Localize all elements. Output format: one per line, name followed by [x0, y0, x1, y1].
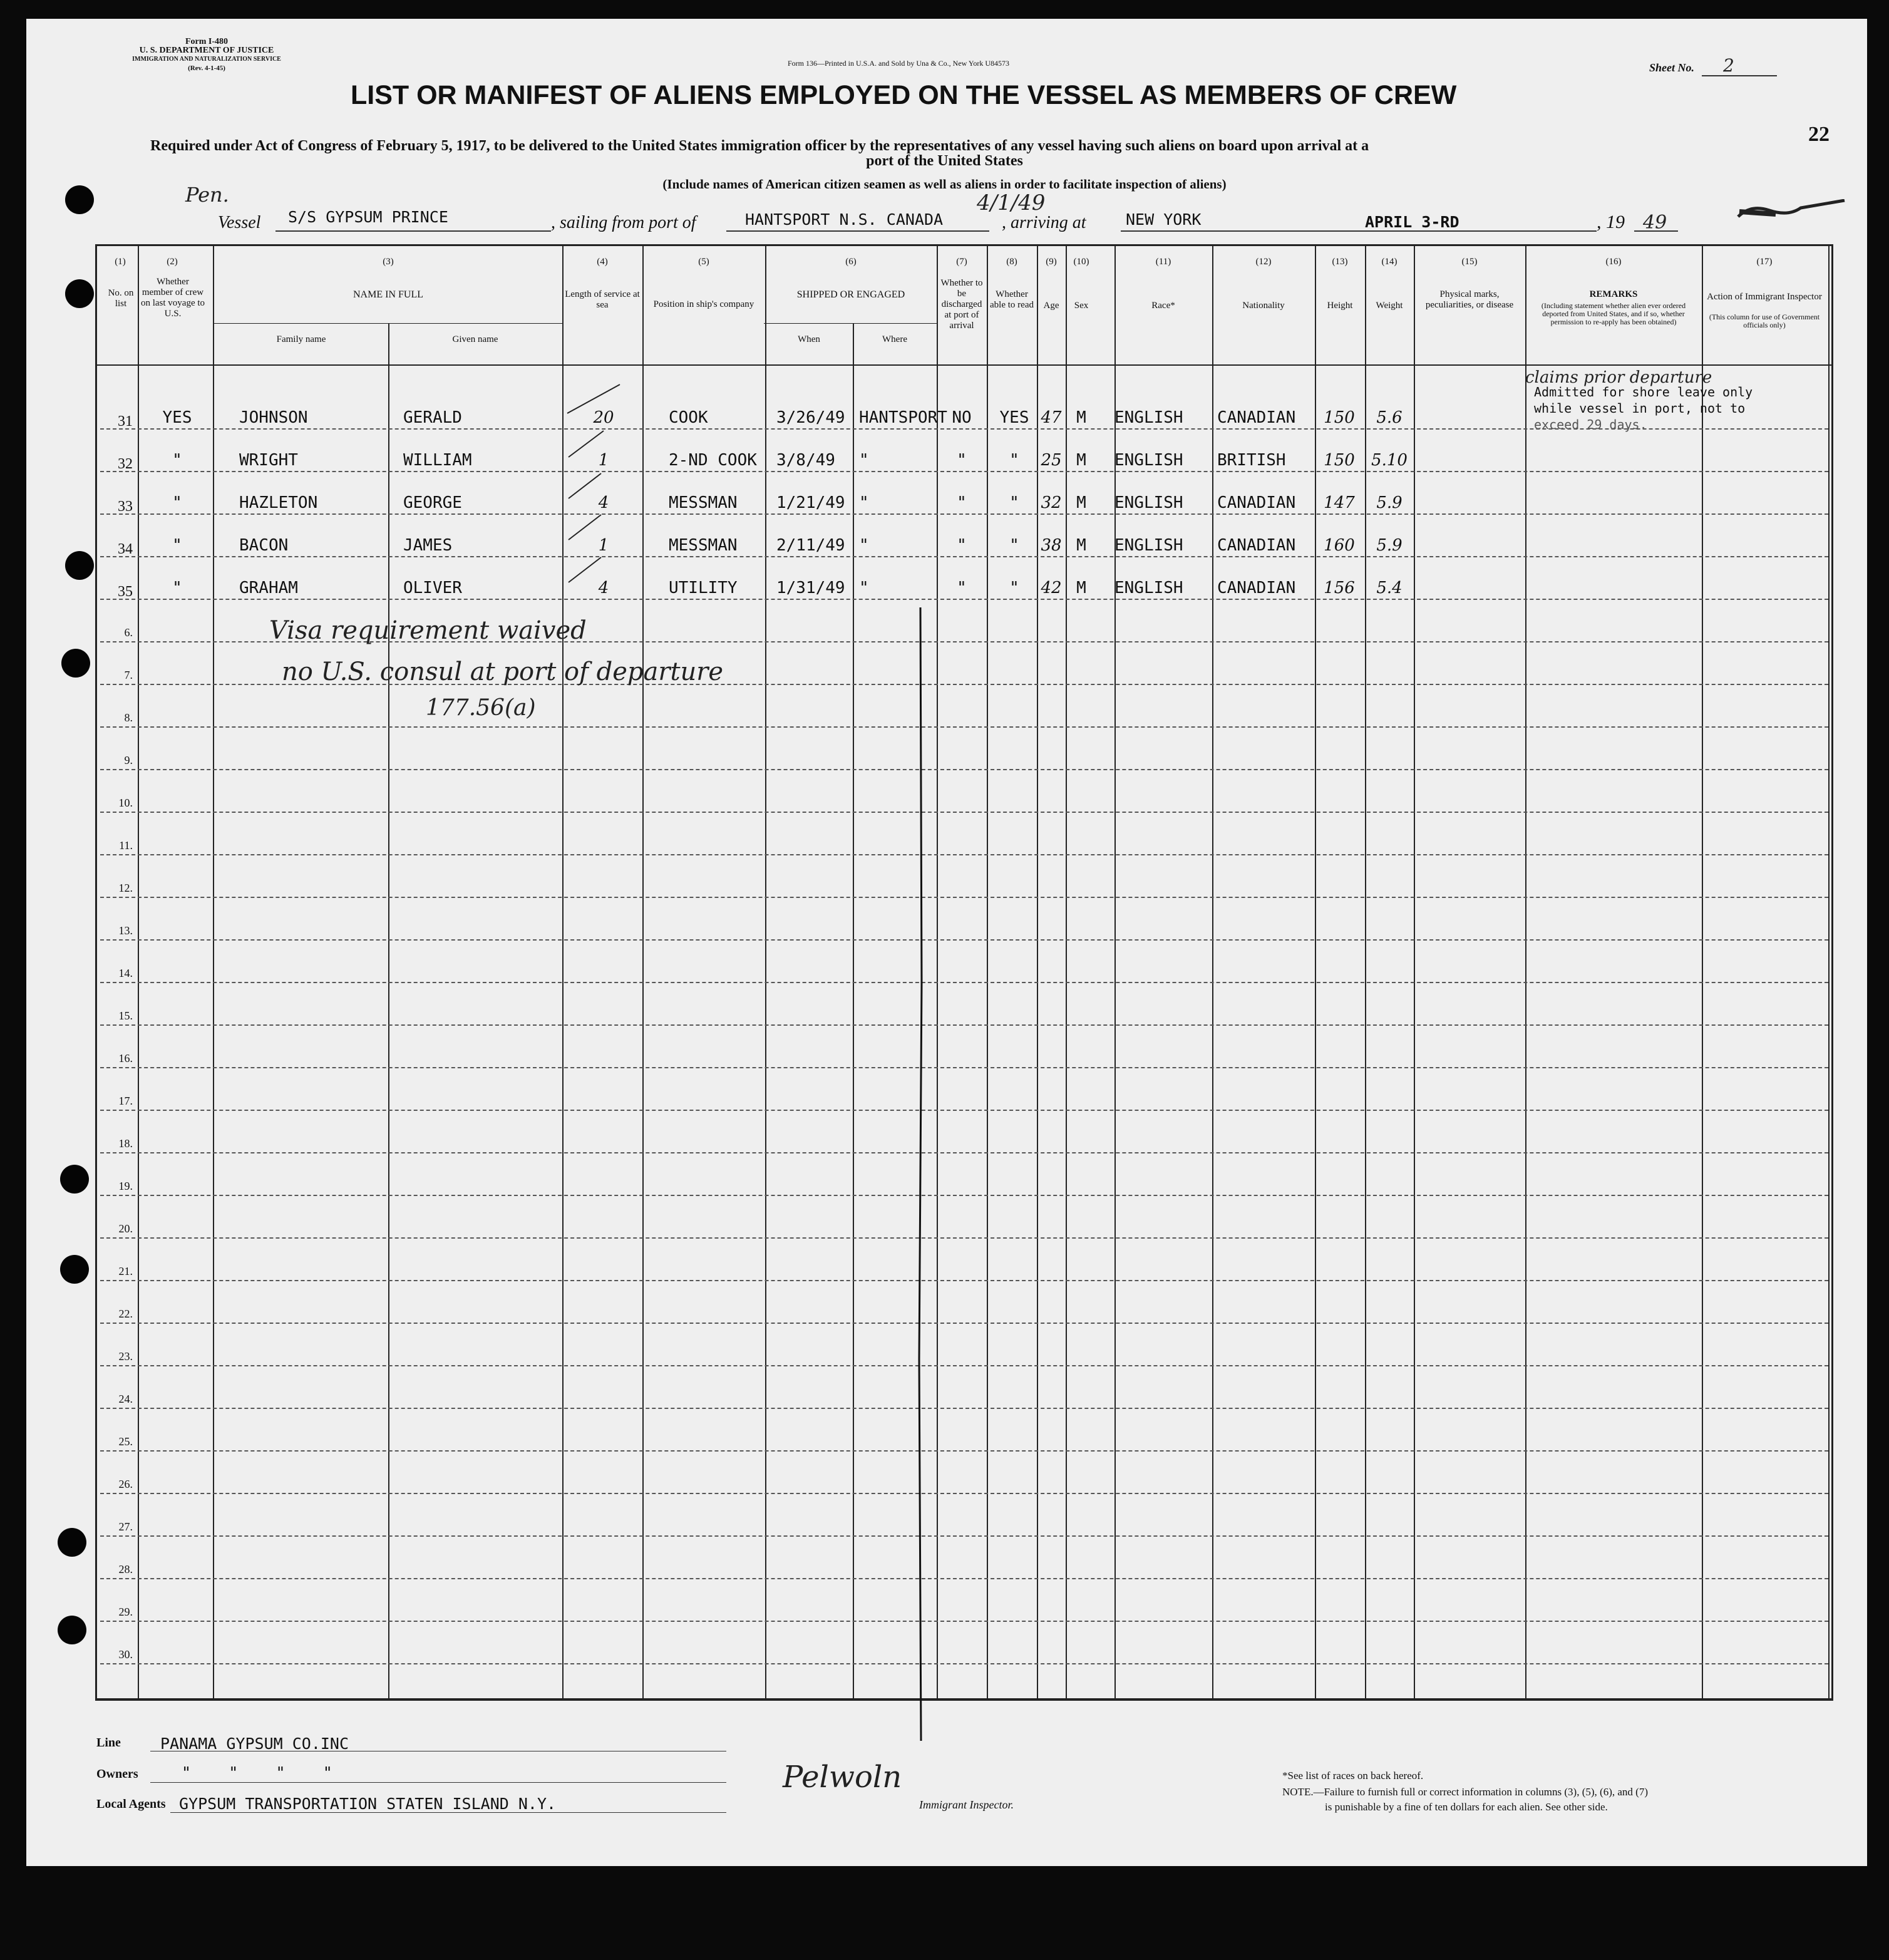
column-divider [1315, 245, 1316, 1698]
cell-position: MESSMAN [669, 493, 738, 512]
col-num-14: (14) [1381, 257, 1397, 267]
cell-height: 156 [1324, 579, 1355, 597]
row-rule [100, 513, 1828, 515]
cell-crew: YES [162, 408, 192, 427]
cell-discharged: NO [952, 408, 972, 427]
cell-age: 42 [1041, 579, 1062, 597]
col-num-2: (2) [167, 257, 178, 267]
cell-when: 3/8/49 [776, 451, 835, 470]
departure-port: HANTSPORT N.S. CANADA [745, 210, 944, 229]
cell-discharged: " [957, 579, 967, 597]
cell-service: 1 [598, 536, 609, 555]
row-rule [100, 1621, 1828, 1622]
row-number: 6. [124, 626, 133, 639]
cell-sex: M [1076, 579, 1086, 597]
column-divider [1365, 245, 1366, 1698]
row-number: 18. [118, 1137, 133, 1150]
cell-read: " [1009, 451, 1019, 470]
form-revision: (Rev. 4-1-45) [188, 64, 225, 72]
row-number: 28. [118, 1563, 133, 1576]
line-label: Line [96, 1736, 121, 1750]
cell-where: " [859, 579, 869, 597]
sheet-line [1702, 64, 1777, 76]
header-divider [95, 364, 1833, 366]
row-number: 30. [118, 1648, 133, 1661]
visa-note-line-1: Visa requirement waived [269, 616, 587, 645]
row-number: 10. [118, 797, 133, 809]
col-num-13: (13) [1332, 257, 1348, 267]
column-divider [853, 323, 854, 1698]
service-slash-marks [564, 376, 632, 589]
col-num-11: (11) [1155, 257, 1171, 267]
col-num-17: (17) [1756, 257, 1773, 267]
col-num-4: (4) [597, 257, 608, 267]
footnote-penalty-1: NOTE.—Failure to furnish full or correct information in columns (3), (5), (6), and (7) [1282, 1786, 1648, 1798]
remarks-line-3: exceed 29 days. [1534, 417, 1647, 432]
line-value: PANAMA GYPSUM CO.INC [160, 1735, 349, 1753]
visa-note-line-3: 177.56(a) [426, 695, 536, 721]
row-number: 35 [118, 584, 133, 600]
cell-weight: 5.10 [1371, 451, 1408, 470]
col-header-shipped: SHIPPED OR ENGAGED [796, 289, 905, 300]
col-header-family: Family name [276, 334, 326, 344]
cell-weight: 5.4 [1376, 579, 1403, 597]
column-divider [388, 323, 389, 1698]
row-number: 24. [118, 1393, 133, 1405]
row-number: 23. [118, 1350, 133, 1363]
cell-service: 20 [593, 408, 614, 427]
binder-hole [60, 1255, 89, 1284]
row-rule [100, 1323, 1828, 1324]
cell-nationality: CANADIAN [1217, 493, 1296, 512]
cell-weight: 5.6 [1376, 408, 1403, 427]
cell-weight: 5.9 [1376, 536, 1403, 555]
subtitle-line-1: Required under Act of Congress of February 5, 1917, to be delivered to the United States immigration officer by the representatives of any vessel having such aliens on board upon arrival at a [150, 138, 1369, 154]
cell-family: JOHNSON [239, 408, 308, 427]
handwritten-date: 4/1/49 [977, 190, 1046, 215]
cell-sex: M [1076, 536, 1086, 555]
column-divider [213, 245, 214, 1698]
row-number: 14. [118, 967, 133, 979]
row-number: 21. [118, 1265, 133, 1277]
col-header-read: Whether able to read [990, 289, 1034, 310]
arriving-label: , arriving at [1002, 213, 1086, 232]
scribble [1732, 199, 1851, 224]
row-number: 7. [124, 669, 133, 681]
cell-height: 160 [1324, 536, 1355, 555]
row-rule [100, 1067, 1828, 1068]
cell-service: 1 [598, 451, 609, 470]
column-divider [765, 245, 766, 1698]
cell-position: UTILITY [669, 579, 738, 597]
col-num-6: (6) [845, 257, 857, 267]
handwritten-vertical-line [914, 607, 927, 1741]
cell-race: ENGLISH [1114, 579, 1183, 597]
year-prefix: , 19 [1597, 212, 1625, 232]
cell-nationality: CANADIAN [1217, 579, 1296, 597]
row-rule [100, 1110, 1828, 1111]
service: IMMIGRATION AND NATURALIZATION SERVICE [132, 56, 281, 63]
cell-age: 25 [1041, 451, 1062, 470]
cell-discharged: " [957, 451, 967, 470]
cell-nationality: CANADIAN [1217, 536, 1296, 555]
cell-race: ENGLISH [1114, 493, 1183, 512]
col-num-12: (12) [1255, 257, 1272, 267]
row-rule [100, 1535, 1828, 1537]
col-num-8: (8) [1006, 257, 1017, 267]
footnote-races: *See list of races on back hereof. [1282, 1770, 1424, 1782]
col-header-name: NAME IN FULL [353, 289, 423, 300]
column-divider [1702, 245, 1703, 1698]
cell-height: 147 [1324, 493, 1355, 512]
col-num-7: (7) [956, 257, 967, 267]
col-num-5: (5) [698, 257, 709, 267]
row-rule [100, 982, 1828, 983]
column-divider [1414, 245, 1415, 1698]
cell-crew: " [172, 493, 182, 512]
col-header-when: When [798, 334, 820, 344]
col-header-height: Height [1327, 301, 1353, 311]
row-rule [100, 1195, 1828, 1196]
row-number: 13. [118, 924, 133, 937]
sheet-label: Sheet No. [1649, 61, 1694, 74]
arrival-port: NEW YORK [1126, 210, 1202, 229]
remarks-handwritten: claims prior departure [1525, 368, 1712, 387]
row-number: 25. [118, 1435, 133, 1448]
row-rule [100, 1663, 1828, 1664]
binder-hole [58, 1528, 86, 1557]
row-rule [100, 1493, 1828, 1494]
cell-sex: M [1076, 451, 1086, 470]
cell-given: GEORGE [403, 493, 462, 512]
col-header-remarks: REMARKS [1589, 289, 1638, 299]
row-rule [100, 1280, 1828, 1281]
row-rule [100, 1408, 1828, 1409]
sheet-number: 2 [1723, 55, 1734, 76]
binder-hole [65, 551, 94, 580]
column-divider [1525, 245, 1526, 1698]
cell-when: 2/11/49 [776, 536, 845, 555]
cell-crew: " [172, 451, 182, 470]
row-rule [100, 556, 1828, 557]
col-num-9: (9) [1046, 257, 1057, 267]
row-rule [100, 471, 1828, 472]
cell-read: " [1009, 493, 1019, 512]
row-rule [100, 726, 1828, 728]
cell-age: 47 [1041, 408, 1062, 427]
column-divider [138, 245, 139, 1698]
row-rule [100, 1024, 1828, 1026]
vessel-label: Vessel [218, 213, 261, 232]
row-number: 27. [118, 1520, 133, 1533]
cell-given: WILLIAM [403, 451, 472, 470]
cell-when: 1/31/49 [776, 579, 845, 597]
arrival-date: APRIL 3-RD [1365, 213, 1459, 231]
cell-where: " [859, 536, 869, 555]
cell-weight: 5.9 [1376, 493, 1403, 512]
remarks-line-1: Admitted for shore leave only [1534, 384, 1753, 400]
cell-family: BACON [239, 536, 289, 555]
printer-line: Form 136—Printed in U.S.A. and Sold by Una & Co., New York U84573 [788, 59, 1010, 68]
arrival-underline [1121, 230, 1597, 232]
col-header-given: Given name [452, 334, 498, 344]
col-header-remarks-note: (Including statement whether alien ever ordered deported from United States, and if so, whether permission to re-apply has been obtained) [1541, 301, 1686, 326]
row-rule [100, 812, 1828, 813]
cell-crew: " [172, 536, 182, 555]
cell-age: 38 [1041, 536, 1062, 555]
cell-where: HANTSPORT [859, 408, 947, 427]
cell-given: GERALD [403, 408, 462, 427]
row-number: 22. [118, 1308, 133, 1320]
form-header-block [106, 38, 307, 73]
row-number: 34 [118, 541, 133, 557]
owners-value: " " " " [182, 1763, 332, 1782]
cell-when: 1/21/49 [776, 493, 845, 512]
year: 49 [1643, 212, 1667, 234]
remarks-line-2: while vessel in port, not to [1534, 401, 1746, 416]
cell-family: HAZLETON [239, 493, 318, 512]
cell-race: ENGLISH [1114, 408, 1183, 427]
cell-position: COOK [669, 408, 708, 427]
col-num-3: (3) [383, 257, 394, 267]
binder-hole [58, 1616, 86, 1644]
cell-read: " [1009, 579, 1019, 597]
vessel-name: S/S GYPSUM PRINCE [288, 208, 448, 226]
col-header-action: Action of Immigrant Inspector [1707, 292, 1822, 302]
name-subdivider [214, 323, 562, 324]
form-id: Form I-480 [185, 37, 229, 46]
cell-position: 2-ND COOK [669, 451, 757, 470]
binder-hole [65, 279, 94, 308]
row-rule [100, 1578, 1828, 1579]
column-divider [642, 245, 644, 1698]
inspector-signature: Pelwoln [783, 1760, 902, 1795]
col-num-16: (16) [1605, 257, 1622, 267]
cell-crew: " [172, 579, 182, 597]
column-divider [1212, 245, 1213, 1698]
row-rule [100, 769, 1828, 770]
visa-note-line-2: no U.S. consul at port of departure [282, 658, 724, 686]
col-num-10: (10) [1073, 257, 1089, 267]
inspector-label: Immigrant Inspector. [919, 1798, 1014, 1811]
row-number: 32 [118, 456, 133, 472]
agents-value: GYPSUM TRANSPORTATION STATEN ISLAND N.Y. [179, 1795, 557, 1813]
cell-nationality: BRITISH [1217, 451, 1286, 470]
col-header-discharged: Whether to be discharged at port of arrival [940, 278, 983, 331]
cell-given: OLIVER [403, 579, 462, 597]
row-rule [100, 599, 1828, 600]
subtitle-line-2: port of the United States [866, 153, 1023, 169]
cell-race: ENGLISH [1114, 451, 1183, 470]
col-header-position: Position in ship's company [653, 299, 754, 309]
row-number: 19. [118, 1180, 133, 1192]
cell-service: 4 [598, 493, 609, 512]
row-number: 26. [118, 1478, 133, 1490]
row-rule [100, 854, 1828, 855]
cell-sex: M [1076, 408, 1086, 427]
cell-when: 3/26/49 [776, 408, 845, 427]
row-number: 17. [118, 1095, 133, 1107]
binder-hole [60, 1165, 89, 1194]
cell-where: " [859, 493, 869, 512]
cell-read: " [1009, 536, 1019, 555]
col-num-1: (1) [115, 257, 126, 267]
cell-discharged: " [957, 493, 967, 512]
cell-sex: M [1076, 493, 1086, 512]
handwritten-note: Pen. [185, 183, 229, 207]
sailing-label: , sailing from port of [551, 213, 696, 232]
agents-label: Local Agents [96, 1797, 166, 1811]
page-stamp: 22 [1808, 123, 1830, 146]
row-number: 9. [124, 754, 133, 766]
subtitle-line-3: (Include names of American citizen seamen as well as aliens in order to facilitate inspection of aliens) [662, 177, 1227, 192]
cell-given: JAMES [403, 536, 453, 555]
cell-family: WRIGHT [239, 451, 298, 470]
row-number: 33 [118, 498, 133, 515]
cell-race: ENGLISH [1114, 536, 1183, 555]
col-header-action-note: (This column for use of Government officials only) [1709, 312, 1820, 329]
row-number: 16. [118, 1052, 133, 1065]
cell-discharged: " [957, 536, 967, 555]
year-underline [1634, 230, 1678, 232]
row-number: 29. [118, 1606, 133, 1618]
cell-read: YES [999, 408, 1029, 427]
row-number: 12. [118, 882, 133, 894]
column-divider [1828, 245, 1830, 1698]
row-rule [100, 939, 1828, 941]
col-header-where: Where [882, 334, 907, 344]
page-title: LIST OR MANIFEST OF ALIENS EMPLOYED ON THE VESSEL AS MEMBERS OF CREW [351, 80, 1457, 110]
cell-age: 32 [1041, 493, 1062, 512]
department: U. S. DEPARTMENT OF JUSTICE [139, 46, 274, 55]
row-rule [100, 897, 1828, 898]
owners-underline [150, 1782, 726, 1783]
table-bottom [95, 1698, 1833, 1701]
col-header-weight: Weight [1376, 301, 1403, 311]
binder-hole [61, 649, 90, 678]
cell-height: 150 [1324, 408, 1355, 427]
row-rule [100, 1237, 1828, 1239]
row-number: 20. [118, 1222, 133, 1235]
cell-service: 4 [598, 579, 609, 597]
cell-height: 150 [1324, 451, 1355, 470]
cell-where: " [859, 451, 869, 470]
row-number: 11. [119, 839, 133, 852]
col-header-no: No. on list [108, 288, 134, 309]
row-number: 8. [124, 711, 133, 724]
cell-family: GRAHAM [239, 579, 298, 597]
col-header-service: Length of service at sea [565, 289, 640, 310]
col-header-age: Age [1043, 301, 1059, 311]
row-rule [100, 1152, 1828, 1153]
vessel-underline [275, 230, 551, 232]
owners-label: Owners [96, 1767, 138, 1781]
column-divider [987, 245, 988, 1698]
row-rule [100, 1450, 1828, 1452]
shipped-subdivider [764, 323, 937, 324]
col-header-race: Race* [1151, 301, 1175, 311]
row-number: 15. [118, 1009, 133, 1022]
cell-position: MESSMAN [669, 536, 738, 555]
col-header-marks: Physical marks, peculiarities, or disease [1425, 289, 1514, 310]
col-header-sex: Sex [1074, 301, 1089, 311]
row-rule [100, 1365, 1828, 1366]
port-underline [726, 230, 989, 232]
row-number: 31 [118, 413, 133, 430]
footnote-penalty-2: is punishable by a fine of ten dollars for each alien. See other side. [1325, 1801, 1608, 1813]
col-num-15: (15) [1461, 257, 1478, 267]
col-header-nationality: Nationality [1242, 301, 1285, 311]
col-header-crew: Whether member of crew on last voyage to U.S. [140, 277, 205, 319]
cell-nationality: CANADIAN [1217, 408, 1296, 427]
